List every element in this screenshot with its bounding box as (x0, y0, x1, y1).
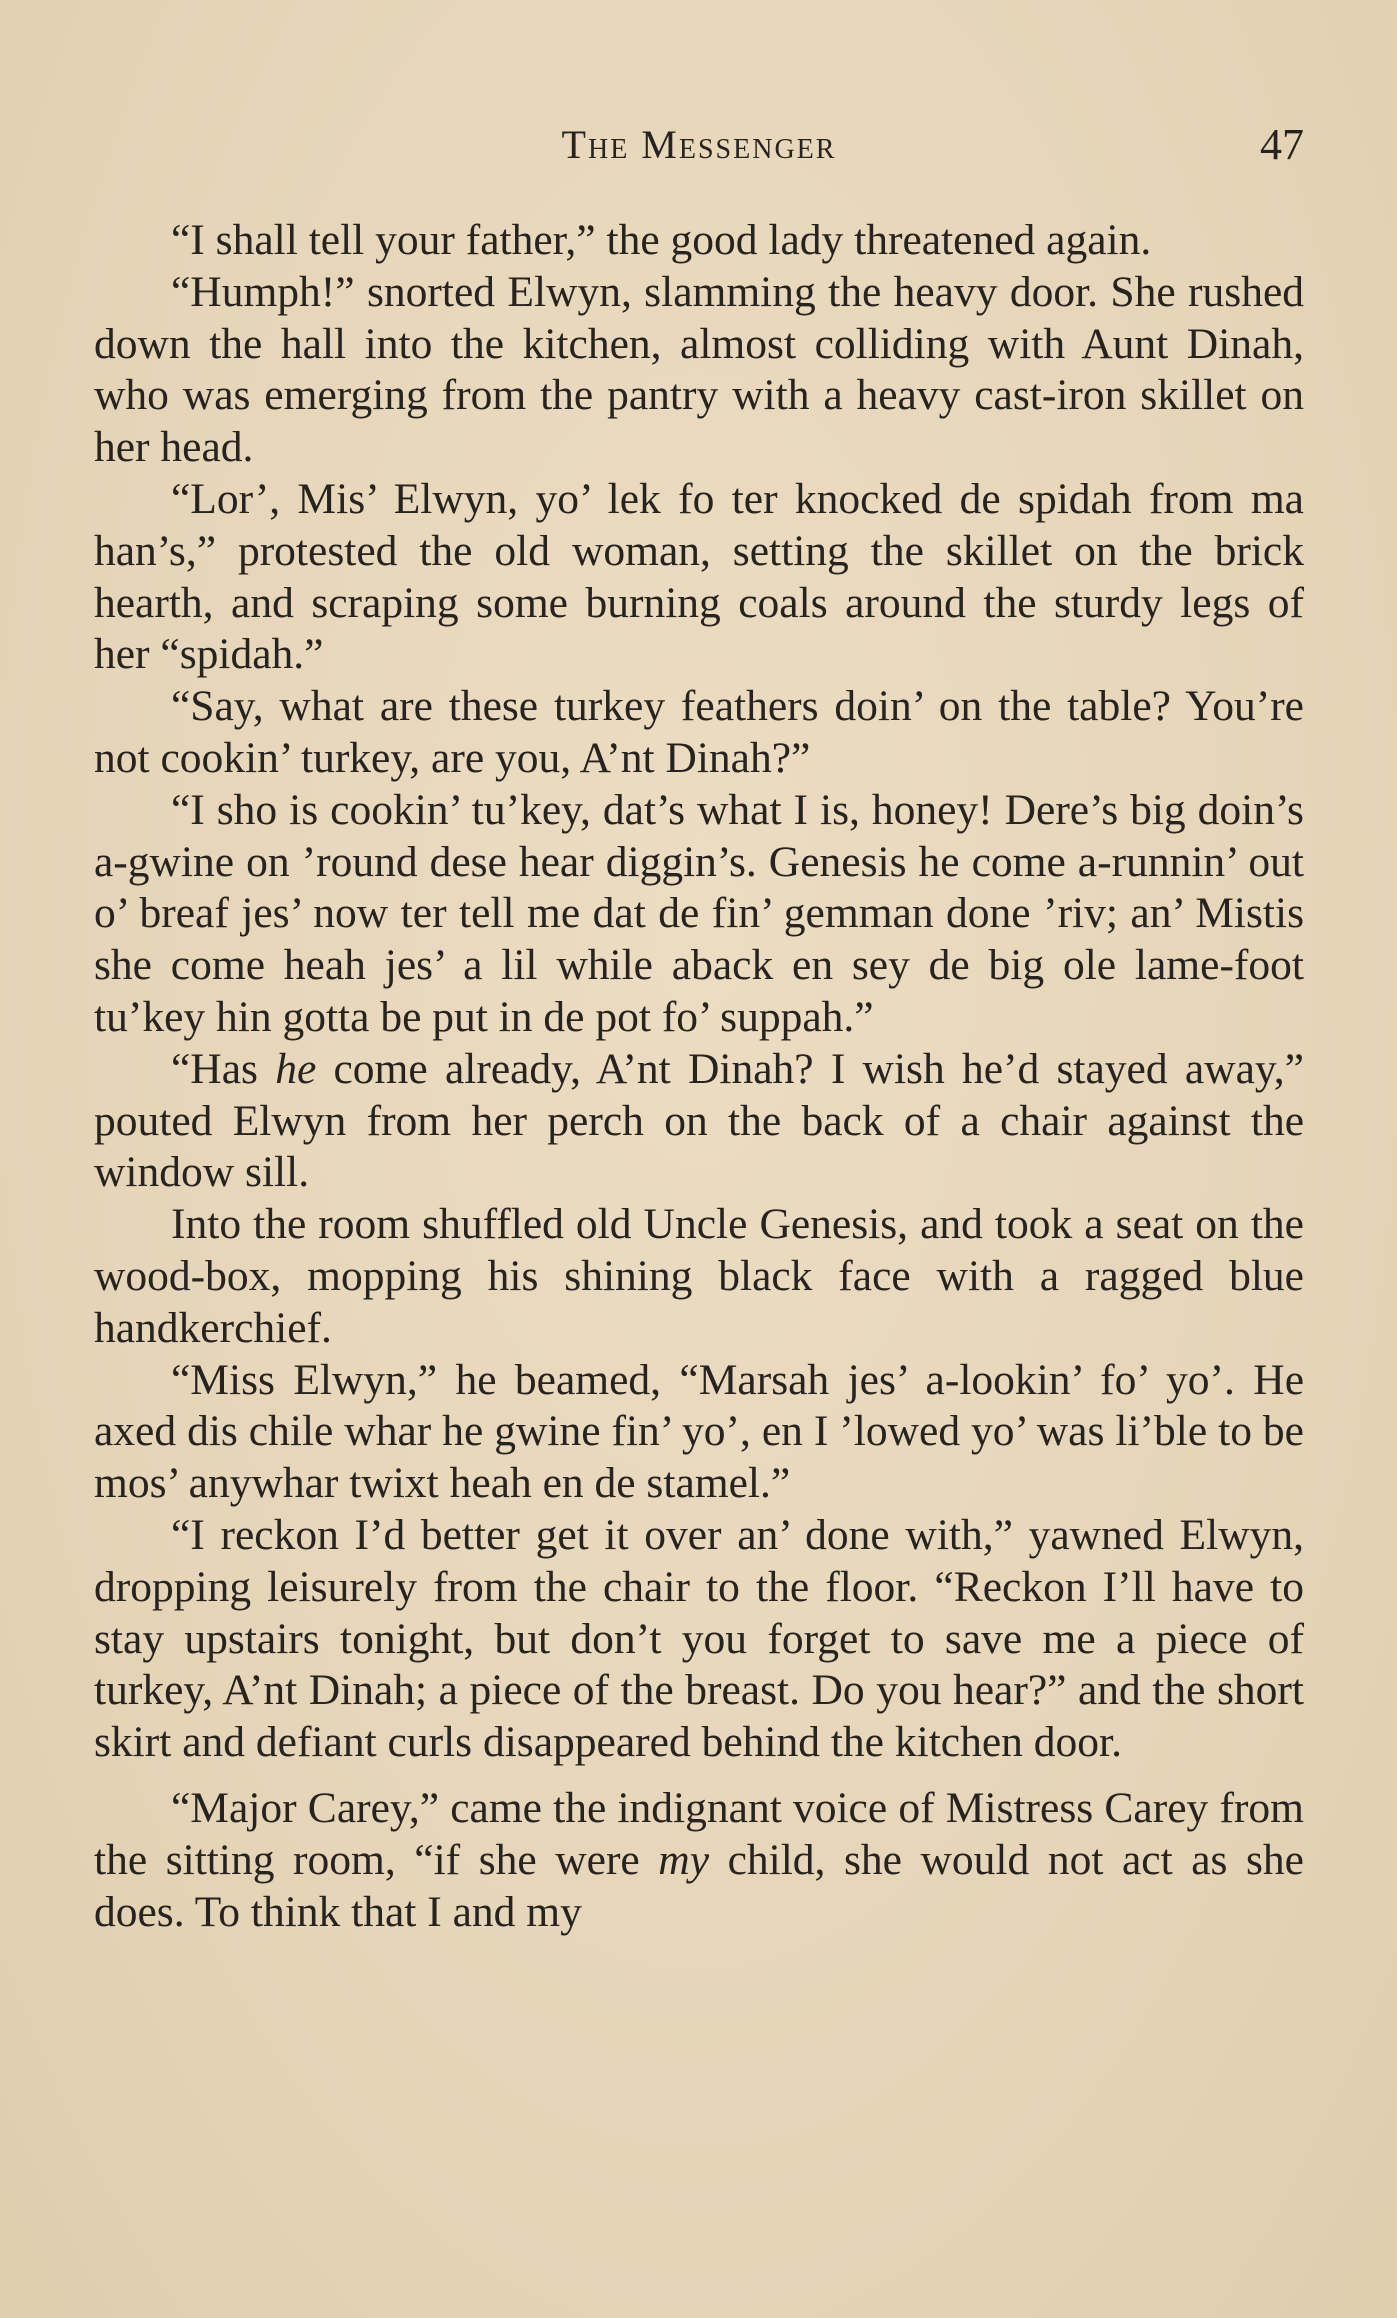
page-number: 47 (1260, 120, 1304, 169)
page-header (94, 115, 1304, 175)
body-text (94, 215, 1304, 1938)
paragraph: “I reckon I’d better get it over an’ done with,” yawned Elwyn, dropping leisurely from the chair to the floor. “Reckon I’ll have to stay upstairs tonight, but don’t you forget to save me a piece of turkey, A’nt Dinah; a piece of the breast. Do you hear?” and the short skirt and defiant curls disappeared behind the kitchen door. (94, 1510, 1304, 1767)
book-page (94, 0, 1304, 2318)
italic-emphasis: my (658, 1835, 710, 1884)
paragraph: “Miss Elwyn,” he beamed, “Marsah jes’ a-lookin’ fo’ yo’. He axed dis chile whar he gwine fin’ yo’, en I ’lowed yo’ was li’ble to be mos’ anywhar twixt heah en de stamel.” (94, 1355, 1304, 1508)
paragraph: “Lor’, Mis’ Elwyn, yo’ lek fo ter knocked de spidah from ma han’s,” protested the old woman, setting the skillet on the brick hearth, and scraping some burning coals around the sturdy legs of her “spidah.” (94, 474, 1304, 679)
paragraph: “I sho is cookin’ tu’key, dat’s what I is, honey! Dere’s big doin’s a-gwine on ’round dese hear diggin’s. Genesis he come a-runnin’ out o’ breaf jes’ now ter tell me dat de fin’ gemman done ’riv; an’ Mistis she come heah jes’ a lil while aback en sey de big ole lame-foot tu’key hin gotta be put in de pot fo’ suppah.” (94, 785, 1304, 1041)
paragraph: “Humph!” snorted Elwyn, slamming the heavy door. She rushed down the hall into the kitchen, almost colliding with Aunt Dinah, who was emerging from the pantry with a heavy cast-iron skillet on her head. (94, 267, 1304, 472)
paragraph: “Major Carey,” came the indignant voice of Mistress Carey from the sitting room, “if she were my child, she would not act as she does. To think that I and my (94, 1783, 1304, 1936)
running-title: The Messenger (561, 122, 837, 167)
paragraph: “Has he come already, A’nt Dinah? I wish he’d stayed away,” pouted Elwyn from her perch on the back of a chair against the window sill. (94, 1044, 1304, 1197)
paragraph: “I shall tell your father,” the good lady threatened again. (171, 216, 1152, 264)
paragraph: Into the room shuffled old Uncle Genesis, and took a seat on the wood-box, mopping his shining black face with a ragged blue handkerchief. (94, 1200, 1304, 1352)
paragraph: “Say, what are these turkey feathers doin’ on the table? You’re not cookin’ turkey, are you, A’nt Dinah?” (94, 682, 1304, 782)
italic-emphasis: he (275, 1044, 317, 1093)
